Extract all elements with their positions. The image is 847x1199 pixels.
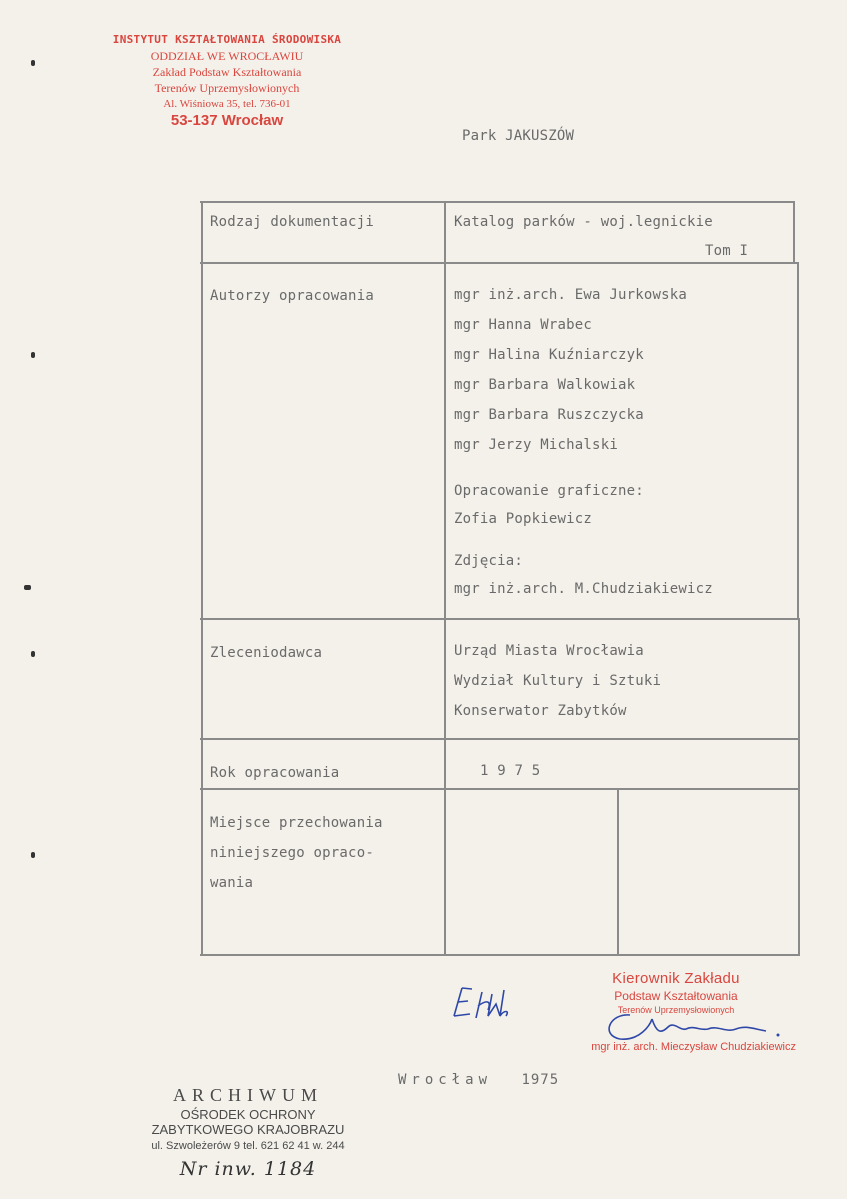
photos-credit-label: Zdjęcia: (454, 553, 524, 569)
client-line: Urząd Miasta Wrocławia (454, 643, 644, 659)
volume-label: Tom I (705, 243, 749, 259)
author-line: mgr Hanna Wrabec (454, 317, 593, 333)
city: Wrocław (398, 1072, 493, 1088)
archive-address: ul. Szwoleżerów 9 tel. 621 62 41 w. 244 (151, 1140, 345, 1152)
place-date (398, 1072, 559, 1088)
client-list (454, 636, 661, 726)
table-cell-value (454, 214, 713, 230)
client-line: Konserwator Zabytków (454, 703, 627, 719)
table-cell-label (210, 808, 383, 898)
client-line: Wydział Kultury i Sztuki (454, 673, 662, 689)
row-label: Rok opracowania (210, 765, 340, 781)
author-line: mgr Halina Kuźniarczyk (454, 347, 644, 363)
graphics-credit-name: Zofia Popkiewicz (454, 511, 593, 527)
author-line: mgr Barbara Ruszczycka (454, 407, 644, 423)
row-label: Autorzy opracowania (210, 288, 374, 304)
archive-stamp (128, 1085, 368, 1180)
year-value: 1 9 7 5 (480, 763, 541, 779)
stamp-line: Podstaw Kształtowania (614, 989, 738, 1003)
table-cell-label (210, 214, 374, 230)
row-value: Katalog parków - woj.legnickie (454, 214, 713, 230)
stamp-line: 53-137 Wrocław (170, 112, 284, 129)
institute-stamp (112, 32, 342, 129)
author-line: mgr Jerzy Michalski (454, 437, 618, 453)
margin-mark (31, 852, 35, 858)
archive-title: ARCHIWUM (173, 1085, 323, 1105)
archive-line: ZABYTKOWEGO KRAJOBRAZU (151, 1122, 345, 1137)
stamp-title: Kierownik Zakładu (612, 970, 740, 987)
margin-mark (31, 651, 35, 657)
table-cell-value (480, 763, 540, 779)
author-line: mgr inż.arch. Ewa Jurkowska (454, 287, 687, 303)
author-line: mgr Barbara Walkowiak (454, 377, 636, 393)
table-cell-label (210, 645, 322, 661)
authors-list (454, 280, 687, 460)
stamp-line: Zakład Podstaw Kształtowania (152, 65, 302, 79)
stamp-line: Terenów Uprzemysłowionych (154, 81, 300, 95)
row-label-line: Miejsce przechowania (210, 815, 383, 831)
row-label-line: niniejszego opraco- (210, 845, 374, 861)
row-label-line: wania (210, 875, 254, 891)
row-label: Rodzaj dokumentacji (210, 214, 374, 230)
inventory-number: Nr inw. 1184 (179, 1158, 317, 1180)
stamp-line: ODDZIAŁ WE WROCŁAWIU (150, 49, 304, 63)
table-cell-label (210, 288, 374, 304)
margin-mark (31, 60, 35, 66)
table-cell-value (705, 243, 748, 259)
stamp-line: INSTYTUT KSZTAŁTOWANIA ŚRODOWISKA (112, 33, 342, 46)
department-head-signature (590, 1005, 790, 1045)
stamp-name: mgr inż. arch. Mieczysław Chudziakiewicz (591, 1041, 796, 1053)
document-title: Park JAKUSZÓW (462, 128, 575, 144)
graphics-credit-label: Opracowanie graficzne: (454, 483, 644, 499)
photos-credit-name: mgr inż.arch. M.Chudziakiewicz (454, 581, 713, 597)
stamp-line: Al. Wiśniowa 35, tel. 736-01 (163, 98, 291, 110)
archive-line: OŚRODEK OCHRONY (180, 1107, 316, 1122)
table-cell-label (210, 765, 339, 781)
stamp-line: Terenów Uprzemysłowionych (617, 1005, 735, 1015)
row-label: Zleceniodawca (210, 645, 323, 661)
margin-mark (31, 352, 35, 358)
year: 1975 (521, 1072, 560, 1088)
handwritten-signature (448, 980, 528, 1025)
margin-mark (24, 585, 31, 590)
